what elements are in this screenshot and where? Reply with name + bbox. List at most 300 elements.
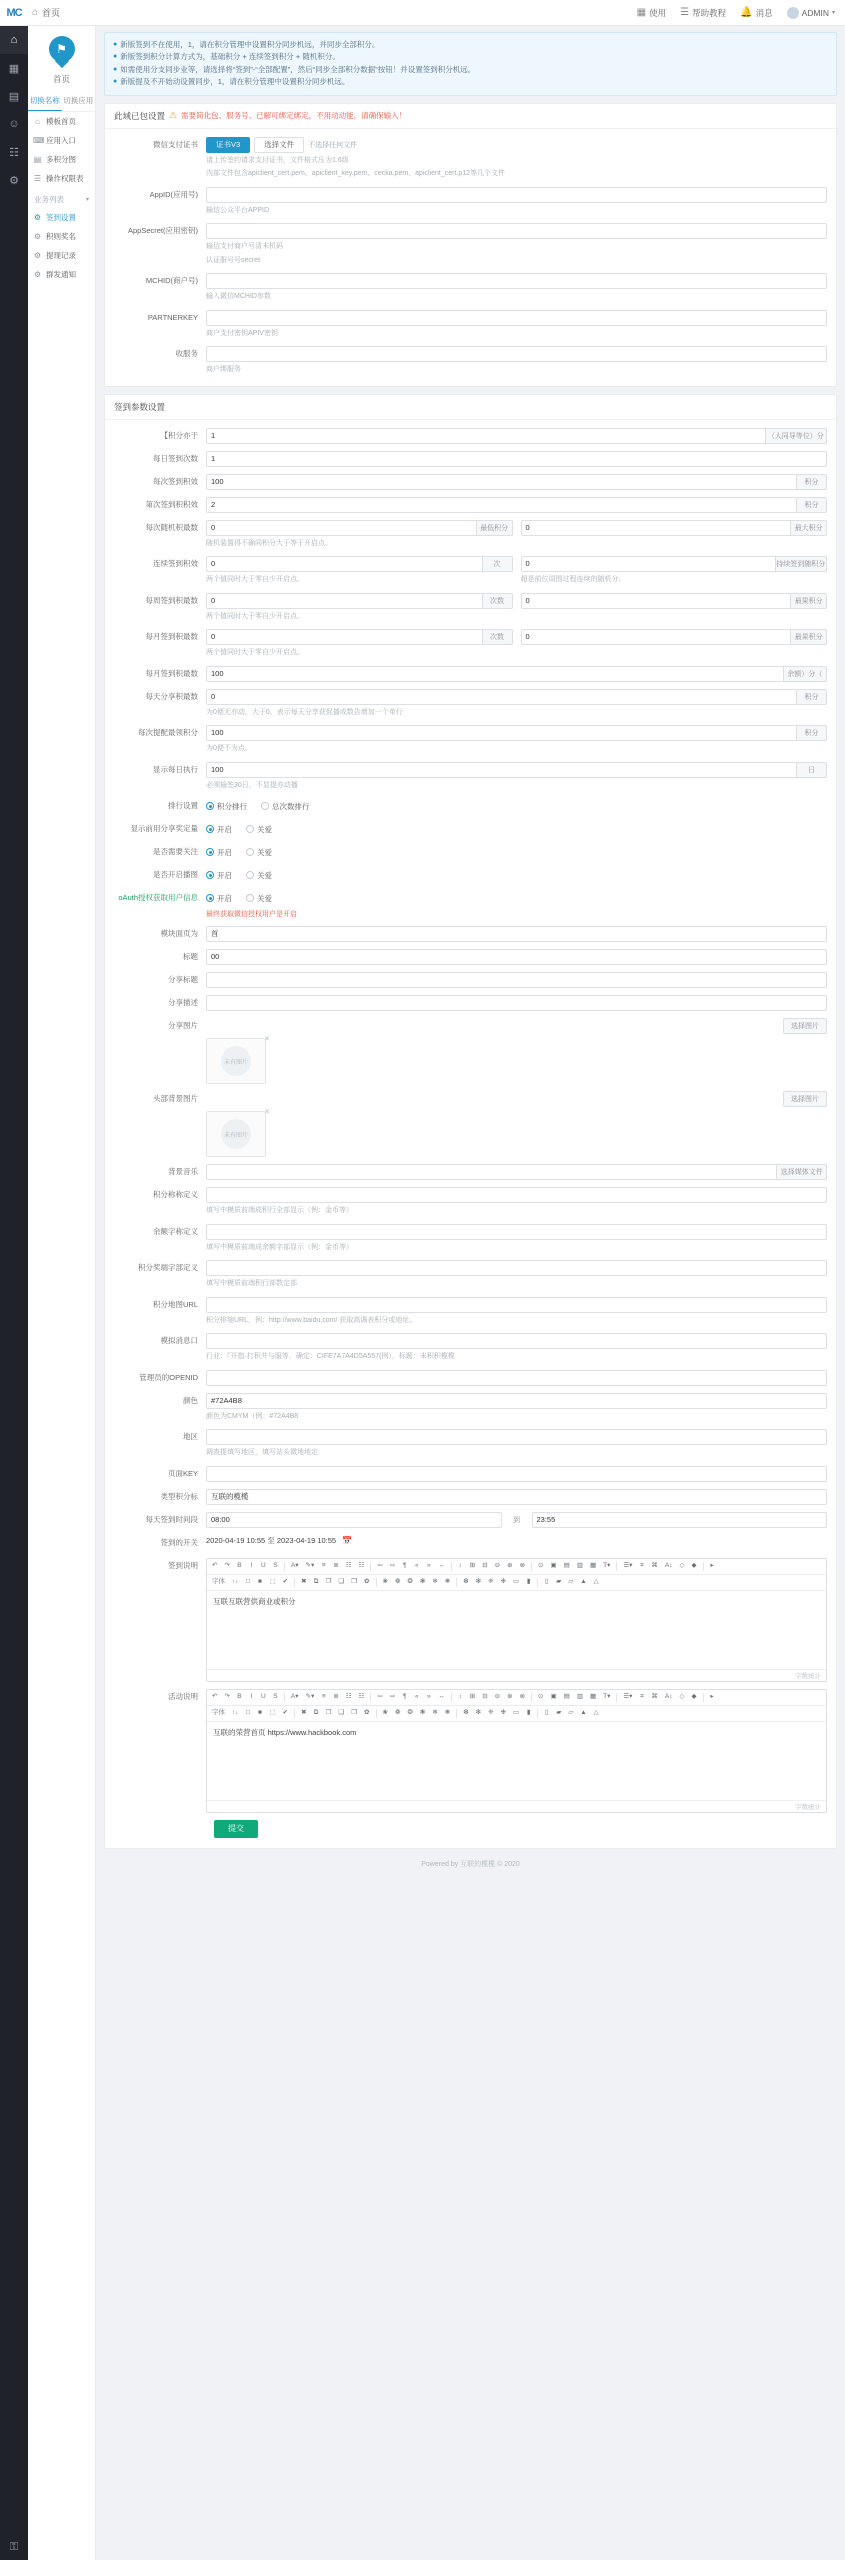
editor-tool-button[interactable]: ❂ <box>407 1577 413 1585</box>
editor-tool-button[interactable]: ⇨ <box>389 1692 396 1700</box>
editor-tool-button[interactable]: ▥ <box>576 1692 583 1700</box>
sidebar-item-points-chart[interactable] <box>28 150 95 169</box>
input-value: 0 <box>525 632 530 641</box>
field-control <box>206 798 827 814</box>
editor-tool-button[interactable]: ▭ <box>513 1577 520 1585</box>
form-row-points-suffix <box>114 1260 827 1290</box>
field-hint: 调查提填写地区，填写站头微地地定 <box>206 1449 318 1456</box>
editor-tool-button[interactable]: □ <box>246 1577 250 1585</box>
toolbar-divider <box>703 1562 704 1571</box>
editor-tool-button[interactable]: ▥ <box>576 1561 583 1569</box>
editor-tool-button[interactable]: ▣ <box>550 1692 557 1700</box>
image-placeholder: 未有图片 <box>221 1119 251 1149</box>
time-to-input[interactable] <box>532 1512 828 1528</box>
topbar-item-label: ADMIN <box>801 7 829 18</box>
sidebar-item-permissions[interactable] <box>28 169 95 188</box>
editor-tool-button[interactable]: ☰▾ <box>623 1692 633 1700</box>
editor-tool-button[interactable]: ☷ <box>345 1692 352 1700</box>
editor-tool-button[interactable]: ¶ <box>403 1692 407 1700</box>
module-page-input[interactable] <box>206 926 827 942</box>
editor-tool-button[interactable]: ❄ <box>432 1577 438 1585</box>
editor-tool-button[interactable]: ≣ <box>333 1561 339 1569</box>
input-value: 2 <box>211 499 216 509</box>
chevron-down-icon[interactable]: ▾ <box>85 197 89 203</box>
input-value: 0 <box>525 595 530 605</box>
editor-toolbar-row <box>207 1559 826 1575</box>
sidebar-item-label: 多积分图 <box>46 155 76 164</box>
editor-tool-button[interactable]: ⌗ <box>640 1561 644 1569</box>
type-label-input[interactable] <box>206 1489 827 1505</box>
editor-tool-button[interactable]: A▾ <box>290 1692 299 1700</box>
editor-tool-button[interactable]: ⊕ <box>507 1692 513 1700</box>
editor-tool-button[interactable]: ❀ <box>382 1708 388 1716</box>
editor-tool-button[interactable]: ❃ <box>419 1577 426 1585</box>
editor-tool-button[interactable]: ▦ <box>589 1561 597 1569</box>
bullet-icon: ● <box>113 41 118 48</box>
editor-tool-button[interactable]: « <box>414 1692 419 1700</box>
editor-tool-button[interactable]: ❅ <box>444 1708 451 1716</box>
editor-tool-button[interactable]: ▤ <box>563 1692 570 1700</box>
door-icon: ⌨ <box>33 136 45 145</box>
editor-tool-button[interactable]: A↕ <box>664 1692 673 1700</box>
field-control <box>206 995 827 1011</box>
sidebar-item-points-rank[interactable] <box>28 227 95 246</box>
form-row-points-name <box>114 1187 827 1217</box>
close-icon[interactable]: ✕ <box>264 1036 270 1043</box>
editor-tool-button[interactable]: ❁ <box>394 1577 401 1585</box>
rail-item-grid[interactable] <box>0 54 28 82</box>
daily-share-max-input[interactable] <box>206 689 797 705</box>
choose-file-button[interactable]: 选择文件 <box>254 137 304 153</box>
rail-item-chart[interactable] <box>0 82 28 110</box>
radio-banner-off[interactable] <box>246 870 272 881</box>
field-hint: 商户绑服务 <box>206 366 241 373</box>
editor-tool-button[interactable]: ▰ <box>556 1708 562 1716</box>
editor-tool-button[interactable]: ▲ <box>580 1708 587 1716</box>
input-value: 互联的榄榄 <box>211 1491 249 1501</box>
share-title-input[interactable] <box>206 972 827 988</box>
monthly-max-input[interactable] <box>206 666 784 682</box>
form-row-withdraw-min <box>114 725 827 755</box>
header-image-preview[interactable] <box>206 1109 270 1157</box>
input-addon: 次数 <box>483 593 513 609</box>
editor-tool-button[interactable]: ⊟ <box>482 1692 488 1700</box>
editor-tool-button[interactable]: □ <box>246 1708 250 1716</box>
editor-tool-button[interactable]: ▱ <box>568 1577 574 1585</box>
editor-tool-button[interactable]: ❇ <box>475 1577 482 1585</box>
tab-switch-app[interactable]: 切换应用 <box>63 96 94 105</box>
editor-tool-button[interactable]: ↕ <box>458 1561 462 1569</box>
editor-tool-button[interactable]: ↔ <box>438 1561 445 1569</box>
field-control <box>206 1224 827 1254</box>
sidebar-item-app-entry[interactable] <box>28 131 95 150</box>
users-icon: ☺ <box>8 118 20 130</box>
cert-v3-button[interactable]: 证书V3 <box>206 137 250 153</box>
field-hint: 填写中模质前端成积行全部显示（例：金币等） <box>206 1207 353 1214</box>
editor-tool-button[interactable]: ⊟ <box>482 1561 488 1569</box>
editor-tool-button[interactable]: ✔ <box>282 1708 289 1716</box>
editor-tool-button[interactable]: ❑ <box>338 1708 345 1716</box>
editor-tool-button[interactable]: S <box>273 1561 278 1569</box>
editor-tool-button[interactable]: ❈ <box>488 1708 494 1716</box>
editor-tool-button[interactable]: ⊙ <box>538 1692 544 1700</box>
input-value: 00 <box>211 952 220 961</box>
editor-tool-button[interactable]: ⊖ <box>494 1561 501 1569</box>
editor-tool-button[interactable]: U <box>261 1561 266 1569</box>
choose-media-button[interactable]: 选择媒体文件 <box>777 1164 827 1180</box>
time-from-input[interactable] <box>206 1512 502 1528</box>
form-row-page-key <box>114 1466 827 1482</box>
topbar-item-message[interactable] <box>740 7 772 19</box>
color-input[interactable] <box>206 1393 827 1409</box>
bg-music-input[interactable] <box>206 1164 777 1180</box>
editor-tool-button[interactable]: ❀ <box>382 1577 388 1585</box>
editor-tool-button[interactable]: S <box>273 1692 278 1700</box>
editor-tool-button[interactable]: ▸ <box>710 1692 714 1700</box>
editor-tool-button[interactable]: ❂ <box>407 1708 413 1716</box>
editor-tool-button[interactable]: ❈ <box>488 1577 494 1585</box>
editor-tool-button[interactable]: ⇦ <box>377 1561 383 1569</box>
share-desc-input[interactable] <box>206 995 827 1011</box>
editor-tool-button[interactable]: ⊗ <box>519 1692 526 1700</box>
bullet-icon: ● <box>113 78 118 86</box>
submit-button[interactable]: 提交 <box>214 1820 258 1838</box>
radio-follow-off[interactable] <box>246 847 272 858</box>
footer-text: Powered by 互联的榄榄 © 2020 <box>421 1860 520 1868</box>
editor-tool-button[interactable]: 字体 <box>212 1577 225 1585</box>
editor-tool-button[interactable]: ▯ <box>544 1577 549 1585</box>
editor-tool-button[interactable]: ❐ <box>325 1577 332 1585</box>
editor-tool-button[interactable]: ⌗ <box>640 1692 644 1700</box>
editor-tool-button[interactable]: ☷ <box>345 1561 352 1569</box>
form-row-type-label <box>114 1489 827 1505</box>
radio-share-on[interactable] <box>206 824 232 835</box>
page-key-input[interactable] <box>206 1466 827 1482</box>
editor-tool-button[interactable]: ⊙ <box>538 1561 544 1569</box>
editor-tool-button[interactable]: ↑↓ <box>232 1577 239 1585</box>
toolbar-divider <box>456 1578 457 1587</box>
editor-tool-button[interactable]: ⊖ <box>494 1692 501 1700</box>
editor-tool-button[interactable]: ▤ <box>563 1561 570 1569</box>
editor-tool-button[interactable]: ◆ <box>691 1692 697 1700</box>
editor-tool-button[interactable]: ❁ <box>394 1708 401 1716</box>
editor-tool-button[interactable]: ❅ <box>444 1577 451 1585</box>
editor-tool-button[interactable]: ▭ <box>513 1708 520 1716</box>
checkin-description-editor[interactable] <box>206 1558 827 1682</box>
editor-tool-button[interactable]: △ <box>593 1577 599 1585</box>
region-input[interactable] <box>206 1429 827 1445</box>
editor-tool-button[interactable]: ❑ <box>338 1577 345 1585</box>
editor-tool-button[interactable]: ↷ <box>224 1561 230 1569</box>
topbar-item-use[interactable] <box>637 7 666 19</box>
editor-tool-button[interactable]: ≡ <box>321 1692 326 1700</box>
topbar-right <box>637 7 845 19</box>
second-checkin-points-input[interactable] <box>206 497 797 513</box>
field-control <box>206 187 827 217</box>
radio-dot <box>261 802 269 810</box>
editor-tool-button[interactable]: ✎▾ <box>305 1692 315 1700</box>
toolbar-divider <box>531 1562 532 1571</box>
editor-tool-button[interactable]: » <box>426 1561 431 1569</box>
radio-oauth-on[interactable] <box>206 893 232 904</box>
editor-tool-button[interactable]: ❆ <box>463 1577 469 1585</box>
random-max-input[interactable] <box>521 520 792 536</box>
topbar-left <box>28 6 60 19</box>
editor-tool-button[interactable]: ⊕ <box>507 1561 513 1569</box>
editor-tool-button[interactable]: ⇨ <box>389 1561 396 1569</box>
display-days-input[interactable] <box>206 762 797 778</box>
radio-rank-points[interactable] <box>206 801 247 812</box>
field-label: 收服务 <box>175 349 198 358</box>
editor-tool-button[interactable]: « <box>414 1561 419 1569</box>
input-value: 100 <box>211 668 224 678</box>
field-label: 每天签到时间段 <box>145 1514 198 1524</box>
field-control <box>206 474 827 490</box>
editor-tool-button[interactable]: U <box>261 1692 266 1700</box>
close-icon[interactable]: ✕ <box>264 1109 270 1116</box>
input-addon: 积分 <box>797 474 827 490</box>
editor-tool-button[interactable]: ▰ <box>556 1577 562 1585</box>
editor-tool-button[interactable]: ⬚ <box>269 1577 276 1585</box>
editor-tool-button[interactable]: ⬚ <box>269 1708 276 1716</box>
editor-tool-button[interactable]: ❉ <box>500 1577 507 1585</box>
admin-openid-input[interactable] <box>206 1370 827 1386</box>
editor-tool-button[interactable]: ❒ <box>351 1577 358 1585</box>
editor-tool-button[interactable]: ▮ <box>526 1708 531 1716</box>
editor-tool-button[interactable]: A↕ <box>664 1561 673 1569</box>
balance-name-input[interactable] <box>206 1224 827 1240</box>
editor-tool-button[interactable]: » <box>426 1692 431 1700</box>
editor-tool-button[interactable]: ❐ <box>325 1708 332 1716</box>
editor-content[interactable]: 互联互联营供商业或积分 <box>213 1596 296 1606</box>
editor-tool-button[interactable]: ❄ <box>432 1708 438 1716</box>
editor-tool-button[interactable]: ☰▾ <box>623 1561 633 1569</box>
field-label: 微信支付证书 <box>153 139 198 149</box>
editor-tool-button[interactable]: ◇ <box>679 1561 685 1569</box>
editor-tool-button[interactable]: ↕ <box>458 1692 462 1700</box>
notice-text: 新版签到不在使用，1，请在积分管理中设置积分同步机远，并同步全部积分。 <box>120 40 380 49</box>
form-row-enable-banner <box>114 867 827 883</box>
editor-tool-button[interactable]: 字体 <box>212 1708 225 1716</box>
editor-tool-button[interactable]: ❇ <box>475 1708 482 1716</box>
editor-tool-button[interactable]: ⊗ <box>519 1561 526 1569</box>
toolbar-divider <box>376 1578 377 1587</box>
topbar-item-label: 帮助教程 <box>692 7 727 18</box>
choose-header-image-button[interactable]: 选择图片 <box>783 1091 827 1107</box>
sidebar-item-label: 操作权限表 <box>46 174 84 183</box>
continuous-points-input[interactable] <box>521 556 776 572</box>
radio-dot <box>206 802 214 810</box>
topbar-item-account[interactable] <box>787 7 835 19</box>
editor-tool-button[interactable]: ▸ <box>710 1561 714 1569</box>
field-control <box>206 666 827 682</box>
rail-item-users[interactable] <box>0 110 28 138</box>
choose-share-image-button[interactable]: 选择图片 <box>783 1018 827 1034</box>
form-row-daily-count <box>114 451 827 467</box>
payment-card-warning: 需要简化包、服务号、已解可绑定绑定，不用动动能，请确保输入！ <box>181 111 407 120</box>
radio-label: 积分排行 <box>217 801 247 811</box>
weekly-count-input[interactable] <box>206 593 483 609</box>
points-suffix-input[interactable] <box>206 1260 827 1276</box>
service-input[interactable] <box>206 346 827 362</box>
field-control <box>206 1260 827 1290</box>
form-row-balance-name <box>114 1224 827 1254</box>
editor-tool-button[interactable]: ⧉ <box>313 1708 319 1716</box>
random-min-input[interactable] <box>206 520 477 536</box>
date-range-value[interactable]: 2020-04-19 10:55 至 2023-04-19 10:55 <box>206 1535 337 1545</box>
editor-tool-button[interactable]: ¶ <box>403 1561 407 1569</box>
sidebar-item-template-home[interactable] <box>28 112 95 131</box>
calendar-icon[interactable]: 📅 <box>342 1535 353 1545</box>
editor-tool-button[interactable]: B <box>237 1561 242 1569</box>
editor-tool-button[interactable]: ✔ <box>282 1577 289 1585</box>
editor-tool-button[interactable]: ⇦ <box>377 1692 383 1700</box>
field-label: 模块面页为 <box>160 929 198 938</box>
editor-tool-button[interactable]: ▯ <box>544 1708 549 1716</box>
rail-item-home[interactable] <box>0 26 28 54</box>
field-label: 页面KEY <box>167 1468 198 1478</box>
form-row-point-unit <box>114 428 827 444</box>
editor-tool-button[interactable]: ✖ <box>301 1708 307 1716</box>
form-row-display-days <box>114 762 827 792</box>
field-label: 背景音乐 <box>168 1167 198 1176</box>
editor-tool-button[interactable]: ❃ <box>419 1708 426 1716</box>
rail-item-settings[interactable] <box>0 166 28 194</box>
editor-tool-button[interactable]: ⊞ <box>469 1692 476 1700</box>
radio-share-off[interactable] <box>246 824 272 835</box>
editor-tool-button[interactable]: ▦ <box>589 1692 597 1700</box>
toolbar-divider <box>370 1693 371 1702</box>
editor-tool-button[interactable]: ◇ <box>679 1692 685 1700</box>
tab-switch-name[interactable]: 切换名称 <box>28 91 62 111</box>
topbar-item-label: 消息 <box>755 7 773 18</box>
editor-tool-button[interactable]: ↑↓ <box>232 1708 239 1716</box>
editor-tool-button[interactable]: ▮ <box>526 1577 531 1585</box>
editor-tool-button[interactable]: ❆ <box>463 1708 469 1716</box>
editor-tool-button[interactable]: ⧉ <box>313 1577 319 1585</box>
editor-tool-button[interactable]: B <box>237 1692 242 1700</box>
field-hint: 两个值同时大于零自少开启点。 <box>206 612 304 620</box>
field-label: 是否需要关注 <box>153 847 198 856</box>
field-control <box>206 1370 827 1386</box>
mchid-input[interactable] <box>206 273 827 289</box>
field-control <box>206 1091 827 1157</box>
radio-label: 关爱 <box>257 847 272 857</box>
mock-message-input[interactable] <box>206 1333 827 1349</box>
activity-description-editor[interactable] <box>206 1689 827 1813</box>
form-row-mchid <box>114 273 827 303</box>
editor-tool-button[interactable]: ▱ <box>568 1708 574 1716</box>
radio-banner-on[interactable] <box>206 870 232 881</box>
editor-tool-button[interactable]: ◆ <box>691 1561 697 1569</box>
editor-tool-button[interactable]: ▣ <box>550 1561 557 1569</box>
monthly-points-input[interactable] <box>521 629 792 645</box>
list-icon: ☰ <box>33 174 42 183</box>
radio-oauth-off[interactable] <box>246 893 272 904</box>
share-image-preview[interactable] <box>206 1036 270 1084</box>
notice-banner <box>104 32 837 96</box>
editor-tool-button[interactable]: ↔ <box>438 1692 445 1700</box>
points-url-input[interactable] <box>206 1297 827 1313</box>
per-checkin-points-input[interactable] <box>206 474 797 490</box>
appid-input[interactable] <box>206 187 827 203</box>
editor-tool-button[interactable]: ☷ <box>358 1561 365 1569</box>
weekly-points-input[interactable] <box>521 593 792 609</box>
title-input[interactable] <box>206 949 827 965</box>
editor-tool-button[interactable]: ⊞ <box>469 1561 476 1569</box>
editor-tool-button[interactable]: ⌘ <box>651 1692 658 1700</box>
field-label: AppSecret(应用密钥) <box>127 226 198 235</box>
point-unit-input[interactable] <box>206 428 766 444</box>
editor-tool-button[interactable]: ☷ <box>358 1692 365 1700</box>
editor-content[interactable]: 互联的荣营首页 https://www.hackbook.com <box>213 1727 357 1737</box>
radio-follow-on[interactable] <box>206 847 232 858</box>
appsecret-input[interactable] <box>206 223 827 239</box>
editor-tool-button[interactable]: △ <box>593 1708 599 1716</box>
toolbar-divider <box>703 1693 704 1702</box>
editor-tool-button[interactable]: I <box>250 1561 253 1569</box>
editor-tool-button[interactable]: I <box>250 1692 253 1700</box>
editor-tool-button[interactable]: ≣ <box>333 1692 339 1700</box>
sidebar-item-broadcast[interactable] <box>28 265 95 284</box>
form-row-share-title <box>114 972 827 988</box>
sidebar-item-withdraw-records[interactable] <box>28 246 95 265</box>
rail-item-lock[interactable] <box>0 2541 28 2554</box>
sidebar-item-checkin-settings[interactable] <box>28 208 95 227</box>
editor-tool-button[interactable]: ≡ <box>321 1561 326 1569</box>
points-name-input[interactable] <box>206 1187 827 1203</box>
field-control <box>206 1466 827 1482</box>
topbar-item-help[interactable] <box>680 7 726 19</box>
field-hint: 内部文件包含apiclient_cert.pem、apiclient_key.pem、cecka.pem、apiclient_cert.p12等几个文件 <box>206 170 506 177</box>
app-logo[interactable]: MC <box>6 6 22 19</box>
editor-tool-button[interactable]: ✎▾ <box>305 1561 315 1569</box>
payment-settings-card <box>104 103 837 387</box>
continuous-days-input[interactable] <box>206 556 483 572</box>
withdraw-min-input[interactable] <box>206 725 797 741</box>
home-icon[interactable]: ⌂ <box>32 6 39 18</box>
daily-count-input[interactable] <box>206 451 827 467</box>
monthly-count-input[interactable] <box>206 629 483 645</box>
rail-item-layers[interactable] <box>0 138 28 166</box>
field-label: 分享标题 <box>168 975 198 984</box>
editor-tool-button[interactable]: T▾ <box>603 1692 611 1700</box>
editor-tool-button[interactable]: ❒ <box>351 1708 358 1716</box>
editor-tool-button[interactable]: ■ <box>258 1577 262 1585</box>
editor-tool-button[interactable]: ↷ <box>224 1692 230 1700</box>
editor-tool-button[interactable]: ✖ <box>301 1577 307 1585</box>
partnerkey-input[interactable] <box>206 310 827 326</box>
form-row-admin-openid <box>114 1370 827 1386</box>
editor-tool-button[interactable]: ■ <box>258 1708 262 1716</box>
field-hint: 填写中模质前端成余额字部显示（例：金币等） <box>206 1243 353 1251</box>
notice-item <box>113 76 828 88</box>
input-addon: （人同导等位）分 <box>766 428 827 444</box>
radio-rank-count[interactable] <box>261 801 310 812</box>
editor-tool-button[interactable]: T▾ <box>603 1561 611 1569</box>
editor-tool-button[interactable]: A▾ <box>290 1561 299 1569</box>
field-hint: 输入微信MCHID参数 <box>206 293 271 300</box>
form-row-cert <box>114 137 827 180</box>
editor-tool-button[interactable]: ↶ <box>212 1692 218 1700</box>
editor-tool-button[interactable]: ✿ <box>364 1708 370 1716</box>
editor-tool-button[interactable]: ▲ <box>580 1577 587 1585</box>
editor-tool-button[interactable]: ⌘ <box>651 1561 658 1569</box>
editor-tool-button[interactable]: ↶ <box>212 1561 218 1569</box>
editor-tool-button[interactable]: ✿ <box>364 1577 370 1585</box>
editor-tool-button[interactable]: ❉ <box>500 1708 507 1716</box>
field-control <box>206 520 827 550</box>
